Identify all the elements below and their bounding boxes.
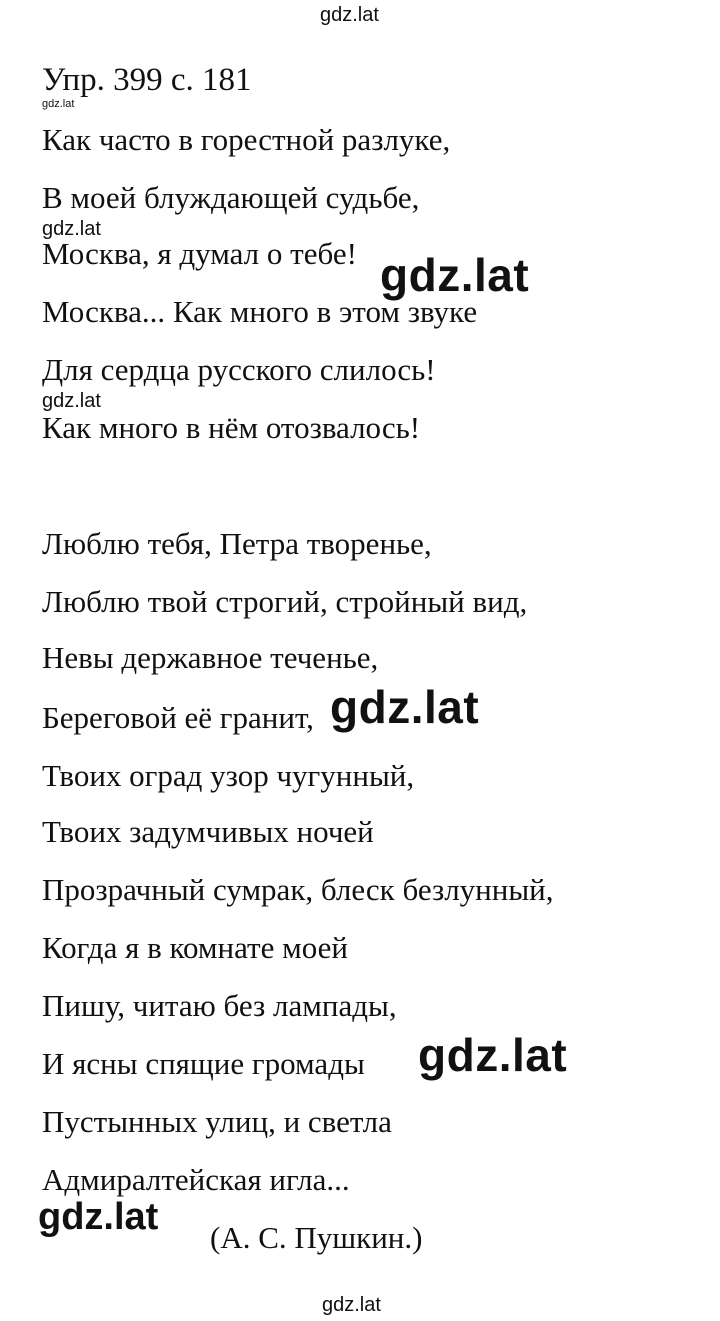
watermark-bottom: gdz.lat <box>322 1294 381 1316</box>
poem-line: Москва, я думал о тебе! <box>42 236 357 271</box>
author-attribution: (А. С. Пушкин.) <box>210 1220 423 1255</box>
poem-line: Когда я в комнате моей <box>42 930 348 965</box>
poem-line: Твоих оград узор чугунный, <box>42 758 415 793</box>
exercise-heading: Упр. 399 с. 181 <box>42 62 252 98</box>
watermark-large: gdz.lat <box>418 1029 568 1081</box>
watermark-small: gdz.lat <box>42 390 101 412</box>
watermark-large: gdz.lat <box>330 681 480 733</box>
poem-line: Люблю тебя, Петра творенье, <box>42 526 432 561</box>
poem-line: Люблю твой строгий, стройный вид, <box>42 584 528 619</box>
poem-line: Адмиралтейская игла... <box>42 1162 350 1197</box>
poem-line: Для сердца русского слилось! <box>42 352 436 387</box>
watermark-top: gdz.lat <box>320 4 379 26</box>
watermark-tiny: gdz.lat <box>42 98 75 110</box>
poem-line: Береговой её гранит, <box>42 700 314 735</box>
poem-line: Невы державное теченье, <box>42 640 379 675</box>
watermark-large: gdz.lat <box>380 249 530 301</box>
poem-line: Твоих задумчивых ночей <box>42 814 374 849</box>
watermark-medium: gdz.lat <box>38 1196 159 1238</box>
poem-line: В моей блуждающей судьбе, <box>42 180 420 215</box>
poem-line: Пишу, читаю без лампады, <box>42 988 397 1023</box>
poem-line: Как много в нём отозвалось! <box>42 410 421 445</box>
watermark-small: gdz.lat <box>42 218 101 240</box>
poem-line: Как часто в горестной разлуке, <box>42 122 451 157</box>
poem-line: И ясны спящие громады <box>42 1046 365 1081</box>
poem-line: Москва... Как много в этом звуке <box>42 294 478 329</box>
poem-line: Пустынных улиц, и светла <box>42 1104 392 1139</box>
poem-line: Прозрачный сумрак, блеск безлунный, <box>42 872 554 907</box>
